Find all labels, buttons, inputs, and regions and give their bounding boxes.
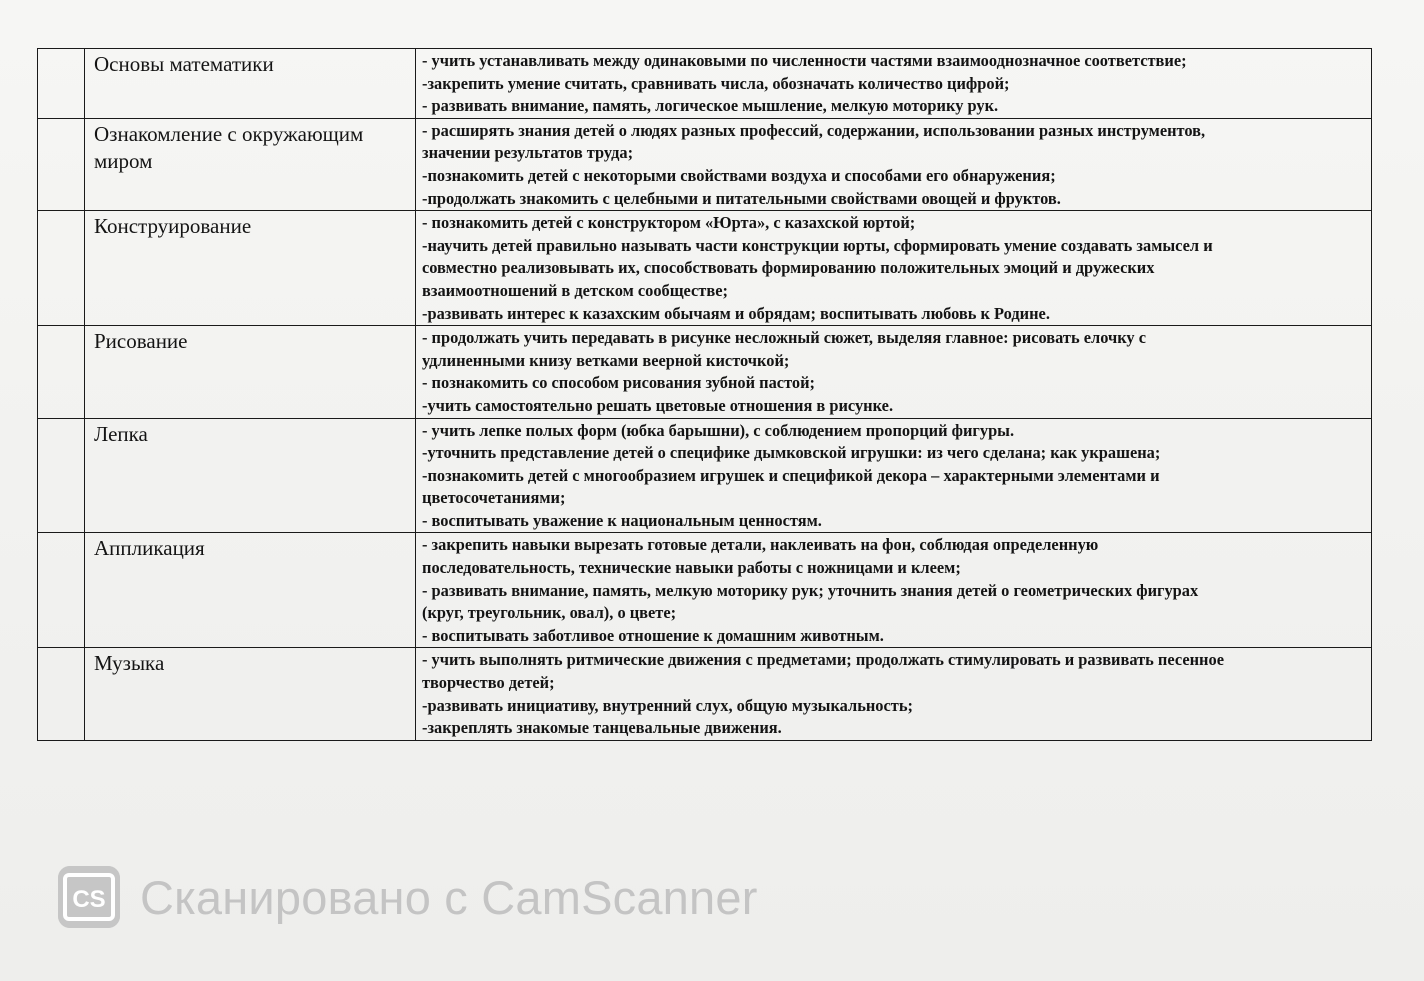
subject-name: Конструирование: [94, 214, 252, 239]
subject-cell: [85, 211, 416, 326]
goal-line: (круг, треугольник, овал), о цвете;: [422, 603, 677, 623]
empty-cell: [38, 118, 85, 210]
table-body: [38, 49, 1372, 741]
goal-line: творчество детей;: [422, 673, 555, 693]
subject-cell: [85, 326, 416, 418]
empty-cell: [38, 49, 85, 119]
goal-line: совместно реализовывать их, способствовать формированию положительных эмоций и дружеских: [422, 258, 1155, 278]
activities-table: [37, 48, 1372, 741]
goal-line: - учить устанавливать между одинаковыми по численности частями взаимооднозначное соответствие;: [422, 51, 1187, 70]
subject-cell: [85, 533, 416, 648]
goal-line: - расширять знания детей о людях разных профессий, содержании, использовании разных инструментов,: [422, 120, 1206, 140]
subject-name: Музыка: [94, 651, 165, 676]
subject-cell: [85, 648, 416, 740]
cs-logo-graphic: [58, 866, 120, 928]
camscanner-watermark: [58, 866, 758, 928]
goal-line: -развивать инициативу, внутренний слух, общую музыкальность;: [422, 695, 913, 715]
goal-line: -продолжать знакомить с целебными и питательными свойствами овощей и фруктов.: [422, 188, 1061, 208]
subject-name: Аппликация: [94, 536, 205, 561]
goals-cell: [416, 533, 1372, 648]
goal-line: -познакомить детей с многообразием игрушек и спецификой декора – характерными элементами и: [422, 465, 1160, 485]
goals-cell: [416, 49, 1372, 119]
goal-line: -познакомить детей с некоторыми свойствами воздуха и способами его обнаружения;: [422, 165, 1056, 185]
goals-cell: [416, 648, 1372, 740]
goal-line: - закрепить навыки вырезать готовые детали, наклеивать на фон, соблюдая определенную: [422, 535, 1099, 555]
subject-name: Ознакомление с окружающим миром: [94, 121, 364, 173]
goal-line: -развивать интерес к казахским обычаям и обрядам; воспитывать любовь к Родине.: [422, 303, 1050, 323]
goal-line: последовательность, технические навыки работы с ножницами и клеем;: [422, 558, 961, 578]
table-row: [38, 118, 1372, 210]
goal-line: - воспитывать уважение к национальным ценностям.: [422, 510, 822, 530]
subject-name: Рисование: [94, 329, 188, 354]
empty-cell: [38, 326, 85, 418]
goal-line: -закреплять знакомые танцевальные движения.: [422, 718, 782, 738]
empty-cell: [38, 533, 85, 648]
cs-logo-text: CS: [72, 886, 106, 913]
goal-line: значении результатов труда;: [422, 143, 634, 163]
empty-cell: [38, 648, 85, 740]
goal-line: - воспитывать заботливое отношение к домашним животным.: [422, 625, 884, 645]
table-row: [38, 49, 1372, 119]
goals-cell: [416, 326, 1372, 418]
subject-name: Лепка: [94, 421, 148, 446]
goal-line: - учить лепке полых форм (юбка барышни), с соблюдением пропорций фигуры.: [422, 420, 1015, 440]
goal-line: - продолжать учить передавать в рисунке несложный сюжет, выделяя главное: рисовать елочку с: [422, 328, 1146, 348]
goals-cell: [416, 211, 1372, 326]
table-row: [38, 418, 1372, 533]
subject-cell: [85, 418, 416, 533]
goal-line: - развивать внимание, память, мелкую моторику рук; уточнить знания детей о геометрических фигурах: [422, 580, 1199, 600]
goal-line: - познакомить со способом рисования зубной пастой;: [422, 373, 815, 393]
empty-cell: [38, 211, 85, 326]
goal-line: цветосочетаниями;: [422, 488, 566, 508]
goal-line: - познакомить детей с конструктором «Юрта», с казахской юртой;: [422, 213, 916, 233]
table-row: [38, 648, 1372, 740]
goals-cell: [416, 418, 1372, 533]
goal-line: - учить выполнять ритмические движения с предметами; продолжать стимулировать и развивать песенное: [422, 650, 1224, 670]
camscanner-logo-icon: [58, 866, 120, 928]
subject-cell: [85, 118, 416, 210]
watermark-text: Сканировано с CamScanner: [140, 870, 758, 924]
goal-line: -закрепить умение считать, сравнивать числа, обозначать количество цифрой;: [422, 73, 1010, 93]
goal-line: удлиненными книзу ветками веерной кисточкой;: [422, 350, 790, 370]
subject-name: Основы математики: [94, 52, 274, 76]
goal-line: - развивать внимание, память, логическое мышление, мелкую моторику рук.: [422, 96, 999, 116]
goal-line: -уточнить представление детей о специфике дымковской игрушки: из чего сделана; как украшена;: [422, 443, 1161, 463]
goal-line: взаимоотношений в детском сообществе;: [422, 280, 728, 300]
goal-line: -учить самостоятельно решать цветовые отношения в рисунке.: [422, 395, 894, 415]
subject-cell: [85, 49, 416, 119]
goal-line: -научить детей правильно называть части конструкции юрты, сформировать умение создавать замысел и: [422, 235, 1213, 255]
table-row: [38, 533, 1372, 648]
empty-cell: [38, 418, 85, 533]
table-row: [38, 326, 1372, 418]
table-row: [38, 211, 1372, 326]
goals-cell: [416, 118, 1372, 210]
